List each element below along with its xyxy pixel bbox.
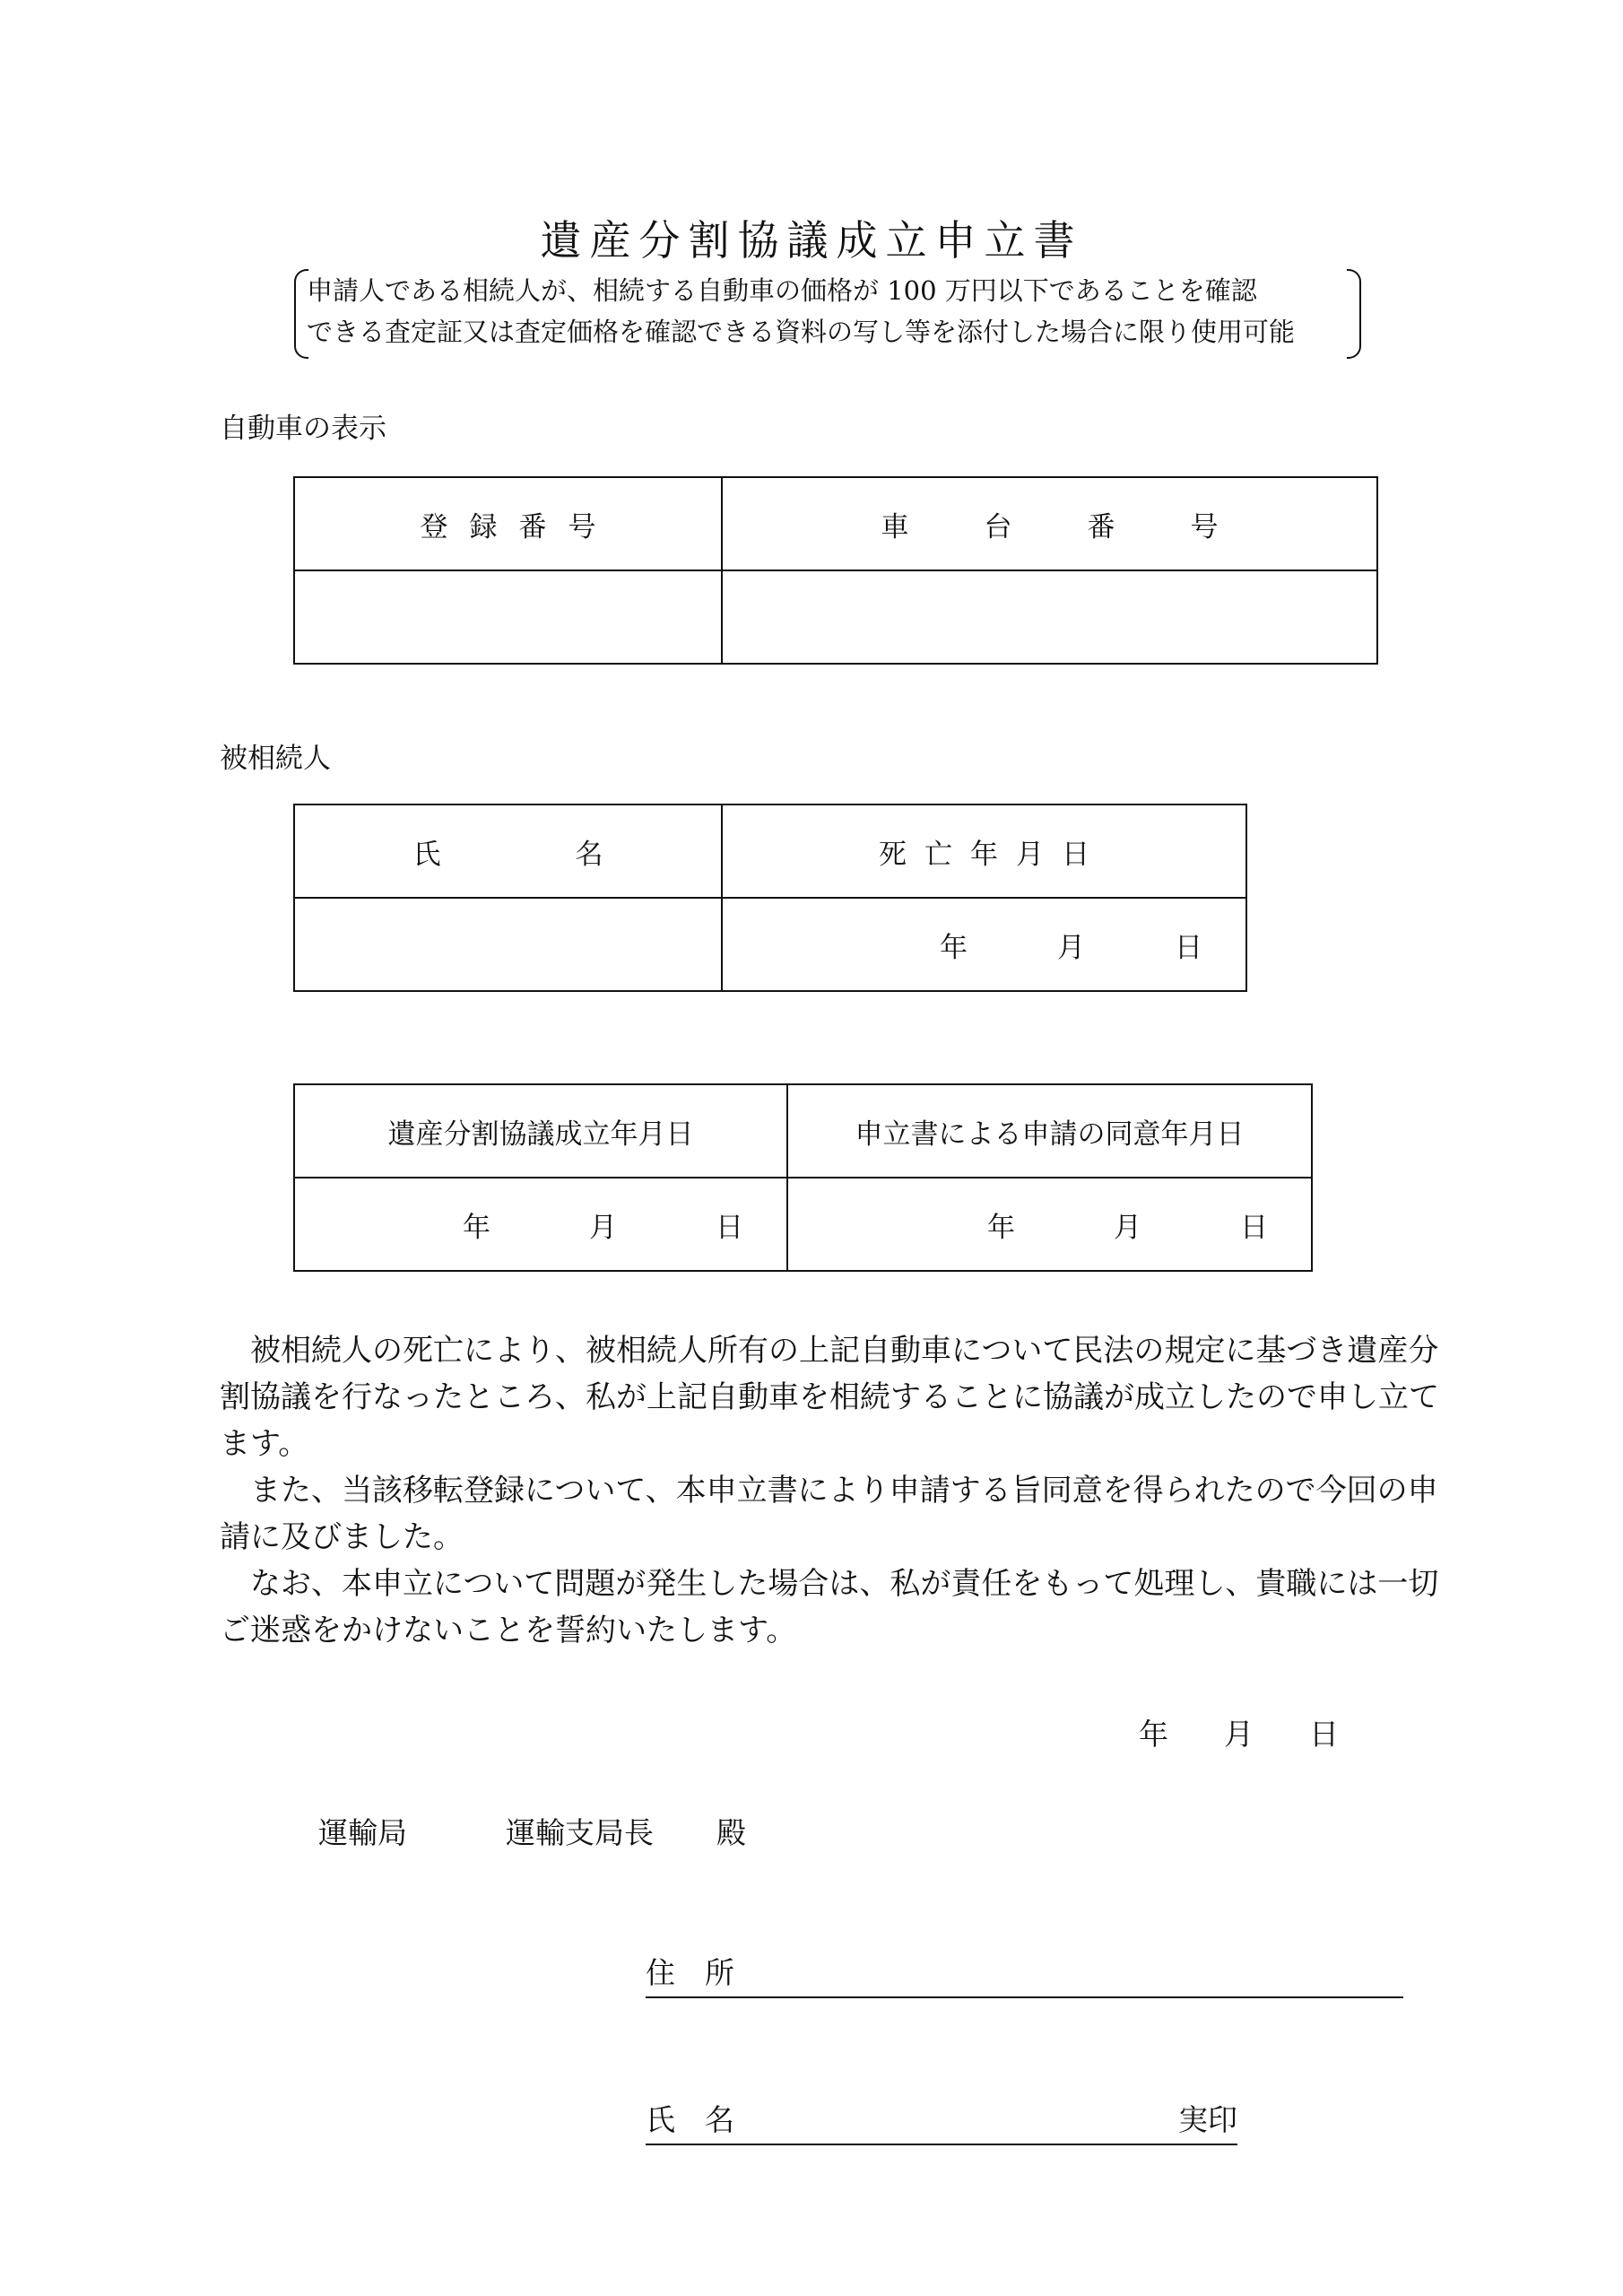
decedent-heading: 被相続人 <box>220 743 331 775</box>
decedent-name-field[interactable] <box>294 898 722 991</box>
declaration-paragraph-2: また、当該移転登録について、本申立書により申請する旨同意を得られたので今回の申請に及びました。 <box>220 1473 1438 1555</box>
label-char: 名 <box>575 838 603 871</box>
branch-chief-label: 運輸支局長 <box>506 1815 654 1850</box>
consent-date-header: 申立書による申請の同意年月日 <box>787 1084 1312 1178</box>
label-char: 号 <box>568 510 596 544</box>
agreement-date-header: 遺産分割協議成立年月日 <box>294 1084 787 1178</box>
chassis-number-field[interactable] <box>722 570 1377 664</box>
usage-note-text <box>307 270 1295 352</box>
document-title: 遺産分割協議成立申立書 <box>540 216 1083 265</box>
usage-note-line-2: できる査定証又は査定価格を確認できる資料の写し等を添付した場合に限り使用可能 <box>307 317 1296 347</box>
decedent-table <box>293 804 1247 992</box>
honorific-label: 殿 <box>716 1815 746 1850</box>
label-char: 年 <box>970 838 998 871</box>
registration-number-header <box>294 477 722 570</box>
month-label: 月 <box>589 1211 617 1244</box>
month-label: 月 <box>1114 1211 1141 1244</box>
month-label: 月 <box>1224 1717 1254 1752</box>
seal-label: 実印 <box>1178 2102 1237 2137</box>
death-date-field[interactable] <box>722 898 1246 991</box>
consent-date-field[interactable] <box>787 1178 1312 1271</box>
usage-note-line-1: 申請人である相続人が、相続する自動車の価格が 100 万円以下であることを確認 <box>307 275 1257 306</box>
right-bracket <box>1347 269 1361 359</box>
name-label: 氏 名 <box>646 2102 734 2137</box>
label-char: 号 <box>1190 510 1219 544</box>
signature-date[interactable] <box>1139 1717 1339 1752</box>
declaration-paragraph-1: 被相続人の死亡により、被相続人所有の上記自動車について民法の規定に基づき遺産分割協議を行なったところ、私が上記自動車を相続することに協議が成立したので申し立てます。 <box>220 1333 1439 1462</box>
label-char: 番 <box>1087 510 1115 544</box>
year-label: 年 <box>987 1211 1015 1244</box>
decedent-name-header <box>294 804 722 898</box>
label-char: 車 <box>881 510 909 544</box>
label-char: 日 <box>1062 838 1089 871</box>
day-label: 日 <box>1309 1717 1339 1752</box>
address-label: 住 所 <box>646 1955 734 1990</box>
label-char: 氏 <box>412 838 441 871</box>
month-label: 月 <box>1057 931 1085 964</box>
bureau-label: 運輸局 <box>318 1815 407 1850</box>
agreement-date-field[interactable] <box>294 1178 787 1271</box>
vehicle-heading: 自動車の表示 <box>220 413 386 445</box>
label-char: 録 <box>469 510 498 544</box>
name-line[interactable] <box>646 2102 1237 2145</box>
label-char: 台 <box>984 510 1012 544</box>
label-char: 番 <box>518 510 547 544</box>
vehicle-table <box>293 476 1378 665</box>
day-label: 日 <box>1240 1211 1268 1244</box>
addressee <box>318 1815 746 1851</box>
declaration-body <box>220 1327 1457 1654</box>
usage-note <box>294 265 1361 362</box>
death-date-header <box>722 804 1246 898</box>
year-label: 年 <box>1139 1717 1168 1752</box>
registration-number-field[interactable] <box>294 570 722 664</box>
label-char: 死 <box>879 838 907 871</box>
address-line[interactable] <box>646 1955 1403 1998</box>
declaration-paragraph-3: なお、本申立について問題が発生した場合は、私が責任をもって処理し、貴職には一切ご迷惑をかけないことを誓約いたします。 <box>220 1566 1439 1648</box>
label-char: 登 <box>420 510 448 544</box>
label-char: 亡 <box>924 838 952 871</box>
year-label: 年 <box>940 931 968 964</box>
chassis-number-header <box>722 477 1377 570</box>
day-label: 日 <box>716 1211 743 1244</box>
day-label: 日 <box>1175 931 1202 964</box>
label-char: 月 <box>1016 838 1044 871</box>
agreement-dates-table <box>293 1083 1313 1272</box>
year-label: 年 <box>463 1211 490 1244</box>
